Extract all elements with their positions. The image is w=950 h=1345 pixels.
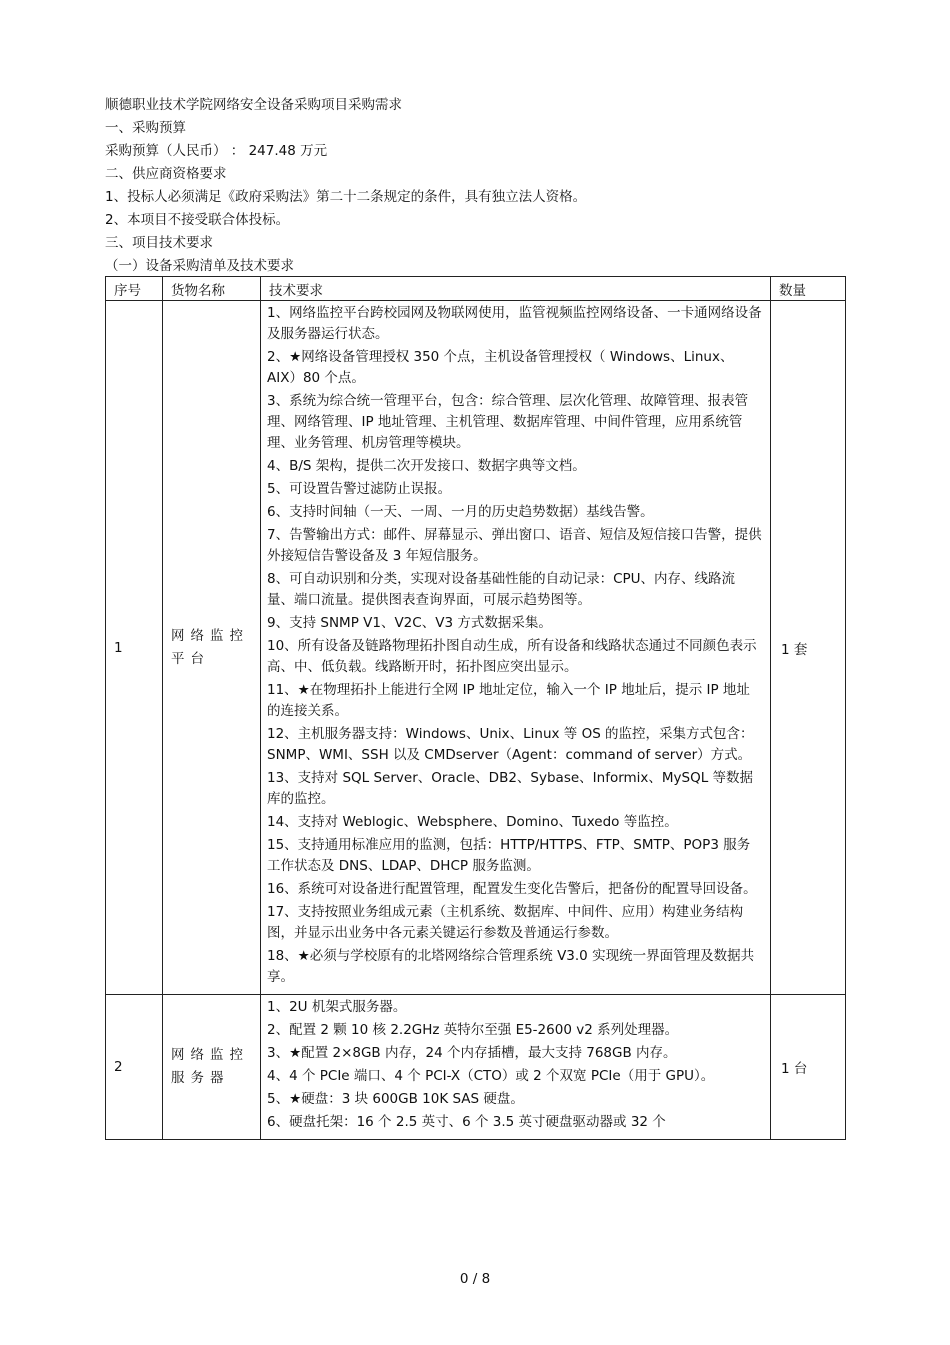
spec-item: 15、支持通用标准应用的监测，包括：HTTP/HTTPS、FTP、SMTP、POP3 服务工作状态及 DNS、LDAP、DHCP 服务监测。 (267, 837, 751, 874)
header-qty: 数量 (771, 277, 846, 301)
budget-line: 采购预算（人民币） ： 247.48 万元 (105, 143, 328, 159)
row-name (163, 301, 261, 995)
spec-item: 5、★硬盘：3 块 600GB 10K SAS 硬盘。 (267, 1091, 524, 1107)
intro-section (105, 94, 845, 278)
spec-item: 5、可设置告警过滤防止误报。 (267, 481, 452, 497)
spec-item: 3、系统为综合统一管理平台，包含：综合管理、层次化管理、故障管理、报表管理、网络管理、IP 地址管理、主机管理、数据库管理、中间件管理，应用系统管理、业务管理、机房管理等模块。 (267, 393, 749, 451)
spec-item: 11、★在物理拓扑上能进行全网 IP 地址定位，输入一个 IP 地址后，提示 IP 地址的连接关系。 (267, 682, 750, 719)
row-name-text: 网络监控平台 (171, 627, 249, 667)
row-qty: 1 台 (771, 995, 846, 1140)
row-name-text: 网络监控服务器 (171, 1047, 249, 1086)
qualification-heading: 二、供应商资格要求 (105, 166, 227, 182)
requirements-table (105, 276, 846, 1140)
qualification-item: 1、投标人必须满足《政府采购法》第二十二条规定的条件，具有独立法人资格。 (105, 189, 587, 205)
spec-item: 2、配置 2 颗 10 核 2.2GHz 英特尔至强 E5-2600 v2 系列处理器。 (267, 1022, 679, 1038)
spec-item: 4、4 个 PCIe 端口、4 个 PCI-X（CTO）或 2 个双宽 PCIe（用于 GPU）。 (267, 1068, 715, 1084)
header-spec: 技术要求 (261, 277, 771, 301)
page-number: 0 / 8 (459, 1271, 491, 1287)
equipment-list-heading: （一）设备采购清单及技术要求 (105, 258, 294, 274)
row-no: 2 (106, 995, 163, 1140)
spec-item: 7、告警输出方式：邮件、屏幕显示、弹出窗口、语音、短信及短信接口告警，提供外接短信告警设备及 3 年短信服务。 (267, 527, 762, 564)
spec-item: 3、★配置 2×8GB 内存，24 个内存插槽，最大支持 768GB 内存。 (267, 1045, 677, 1061)
spec-item: 6、硬盘托架：16 个 2.5 英寸、6 个 3.5 英寸硬盘驱动器或 32 个 (267, 1114, 666, 1130)
spec-item: 1、2U 机架式服务器。 (267, 999, 407, 1015)
row-no: 1 (106, 301, 163, 995)
spec-item: 2、★网络设备管理授权 350 个点，主机设备管理授权（ Windows、Linux、AIX）80 个点。 (267, 349, 734, 386)
spec-item: 12、主机服务器支持：Windows、Unix、Linux 等 OS 的监控，采集方式包含：SNMP、WMI、SSH 以及 CMDserver（Agent：command of server）方式。 (267, 726, 754, 763)
row-qty: 1 套 (771, 301, 846, 995)
row-name (163, 995, 261, 1140)
spec-item: 18、★必须与学校原有的北塔网络综合管理系统 V3.0 实现统一界面管理及数据共享。 (267, 948, 755, 985)
row-spec (261, 301, 771, 995)
spec-item: 4、B/S 架构，提供二次开发接口、数据字典等文档。 (267, 458, 586, 474)
tech-heading: 三、项目技术要求 (105, 235, 213, 251)
spec-item: 13、支持对 SQL Server、Oracle、DB2、Sybase、Informix、MySQL 等数据库的监控。 (267, 770, 754, 807)
header-name: 货物名称 (163, 277, 261, 301)
table-row (106, 995, 846, 1140)
table-row (106, 301, 846, 995)
spec-item: 17、支持按照业务组成元素（主机系统、数据库、中间件、应用）构建业务结构图，并显示出业务中各元素关键运行参数及普通运行参数。 (267, 904, 744, 941)
table-header-row (106, 277, 846, 301)
spec-item: 6、支持时间轴（一天、一周、一月的历史趋势数据）基线告警。 (267, 504, 654, 520)
qualification-item: 2、本项目不接受联合体投标。 (105, 212, 290, 228)
spec-item: 14、支持对 Weblogic、Websphere、Domino、Tuxedo 等监控。 (267, 814, 678, 830)
document-title: 顺德职业技术学院网络安全设备采购项目采购需求 (105, 97, 402, 113)
spec-item: 16、系统可对设备进行配置管理，配置发生变化告警后，把备份的配置导回设备。 (267, 881, 757, 897)
spec-item: 10、所有设备及链路物理拓扑图自动生成，所有设备和线路状态通过不同颜色表示高、中、低负载。线路断开时，拓扑图应突出显示。 (267, 638, 757, 675)
spec-item: 9、支持 SNMP V1、V2C、V3 方式数据采集。 (267, 615, 552, 631)
budget-heading: 一、采购预算 (105, 120, 186, 136)
row-spec (261, 995, 771, 1140)
header-no: 序号 (106, 277, 163, 301)
spec-item: 1、网络监控平台跨校园网及物联网使用，监管视频监控网络设备、一卡通网络设备及服务器运行状态。 (267, 305, 762, 342)
spec-item: 8、可自动识别和分类，实现对设备基础性能的自动记录：CPU、内存、线路流量、端口流量。提供图表查询界面，可展示趋势图等。 (267, 571, 736, 608)
